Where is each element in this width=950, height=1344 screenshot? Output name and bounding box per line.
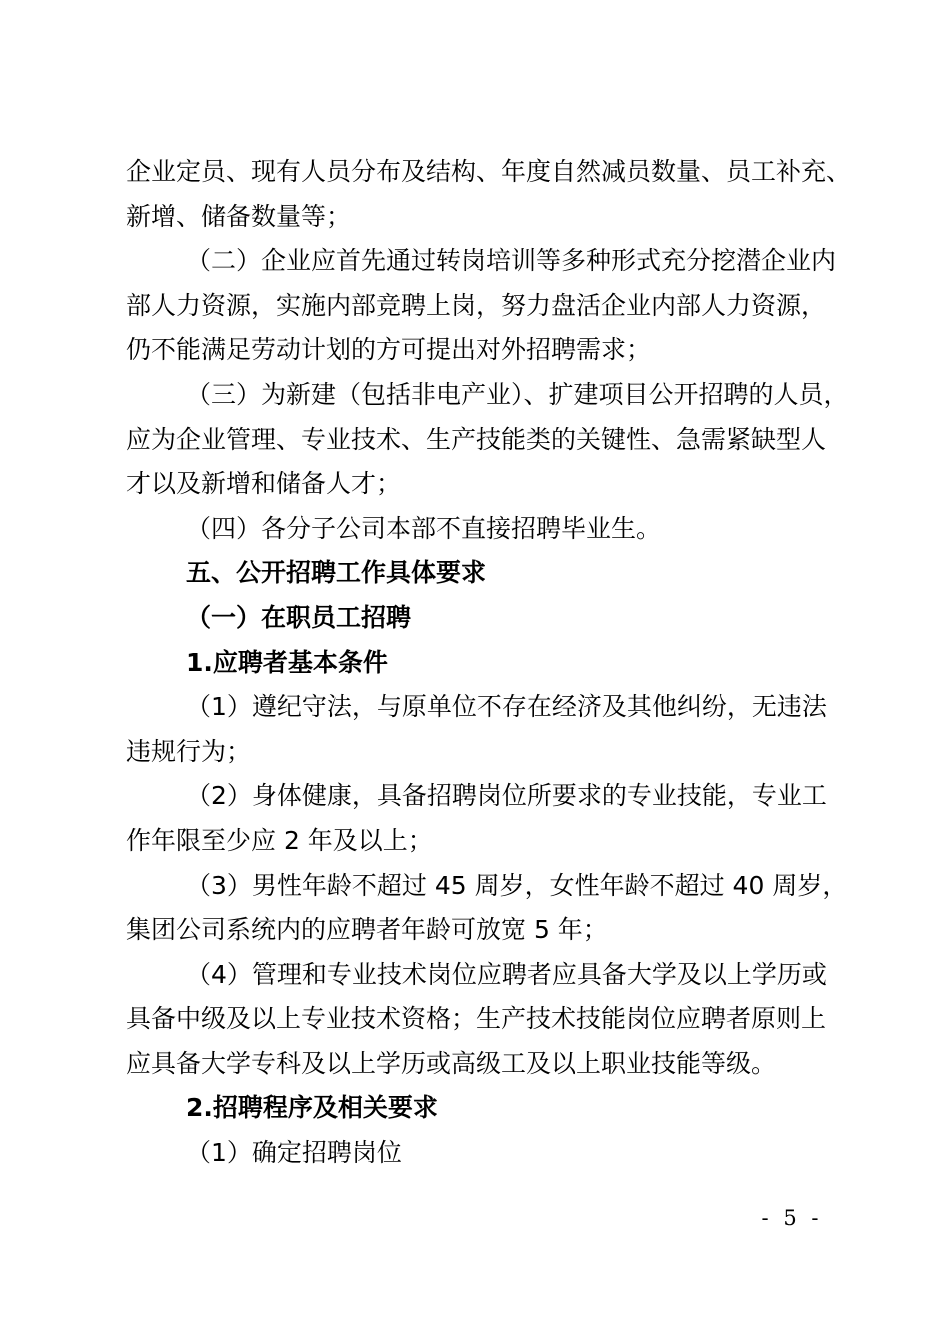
section-heading: 2.招聘程序及相关要求 <box>186 1093 438 1123</box>
paragraph-line: （1）遵纪守法，与原单位不存在经济及其他纠纷，无违法 <box>186 692 827 722</box>
paragraph-line: 具备中级及以上专业技术资格；生产技术技能岗位应聘者原则上 <box>126 1004 827 1034</box>
section-heading: （一）在职员工招聘 <box>186 602 412 632</box>
paragraph-line: 新增、储备数量等； <box>126 201 352 231</box>
paragraph-line: （4）管理和专业技术岗位应聘者应具备大学及以上学历或 <box>186 959 827 989</box>
paragraph-line: 部人力资源，实施内部竞聘上岗，努力盘活企业内部人力资源， <box>126 290 827 320</box>
paragraph-line: 集团公司系统内的应聘者年龄可放宽 5 年； <box>126 915 608 945</box>
paragraph-line: 违规行为； <box>126 736 252 766</box>
section-heading: 五、公开招聘工作具体要求 <box>186 558 487 588</box>
document-body <box>126 150 852 1176</box>
paragraph-line: （1）确定招聘岗位 <box>186 1138 402 1168</box>
paragraph-line: 应为企业管理、专业技术、生产技能类的关键性、急需紧缺型人 <box>126 424 827 454</box>
paragraph-line: 应具备大学专科及以上学历或高级工及以上职业技能等级。 <box>126 1048 777 1078</box>
paragraph-line: （三）为新建（包括非电产业）、扩建项目公开招聘的人员， <box>186 379 849 409</box>
section-heading: 1.应聘者基本条件 <box>186 647 388 677</box>
paragraph-line: 才以及新增和储备人才； <box>126 469 402 499</box>
paragraph-line: 仍不能满足劳动计划的方可提出对外招聘需求； <box>126 335 652 365</box>
paragraph-line: （2）身体健康，具备招聘岗位所要求的专业技能，专业工 <box>186 781 827 811</box>
paragraph-line: （二）企业应首先通过转岗培训等多种形式充分挖潜企业内 <box>186 246 837 276</box>
paragraph-line: 作年限至少应 2 年及以上； <box>126 825 433 855</box>
paragraph-line: （四）各分子公司本部不直接招聘毕业生。 <box>186 513 662 543</box>
page-number: - 5 - <box>761 1206 823 1230</box>
paragraph-line: （3）男性年龄不超过 45 周岁，女性年龄不超过 40 周岁， <box>186 870 848 900</box>
paragraph-line: 企业定员、现有人员分布及结构、年度自然减员数量、员工补充、 <box>126 157 852 186</box>
